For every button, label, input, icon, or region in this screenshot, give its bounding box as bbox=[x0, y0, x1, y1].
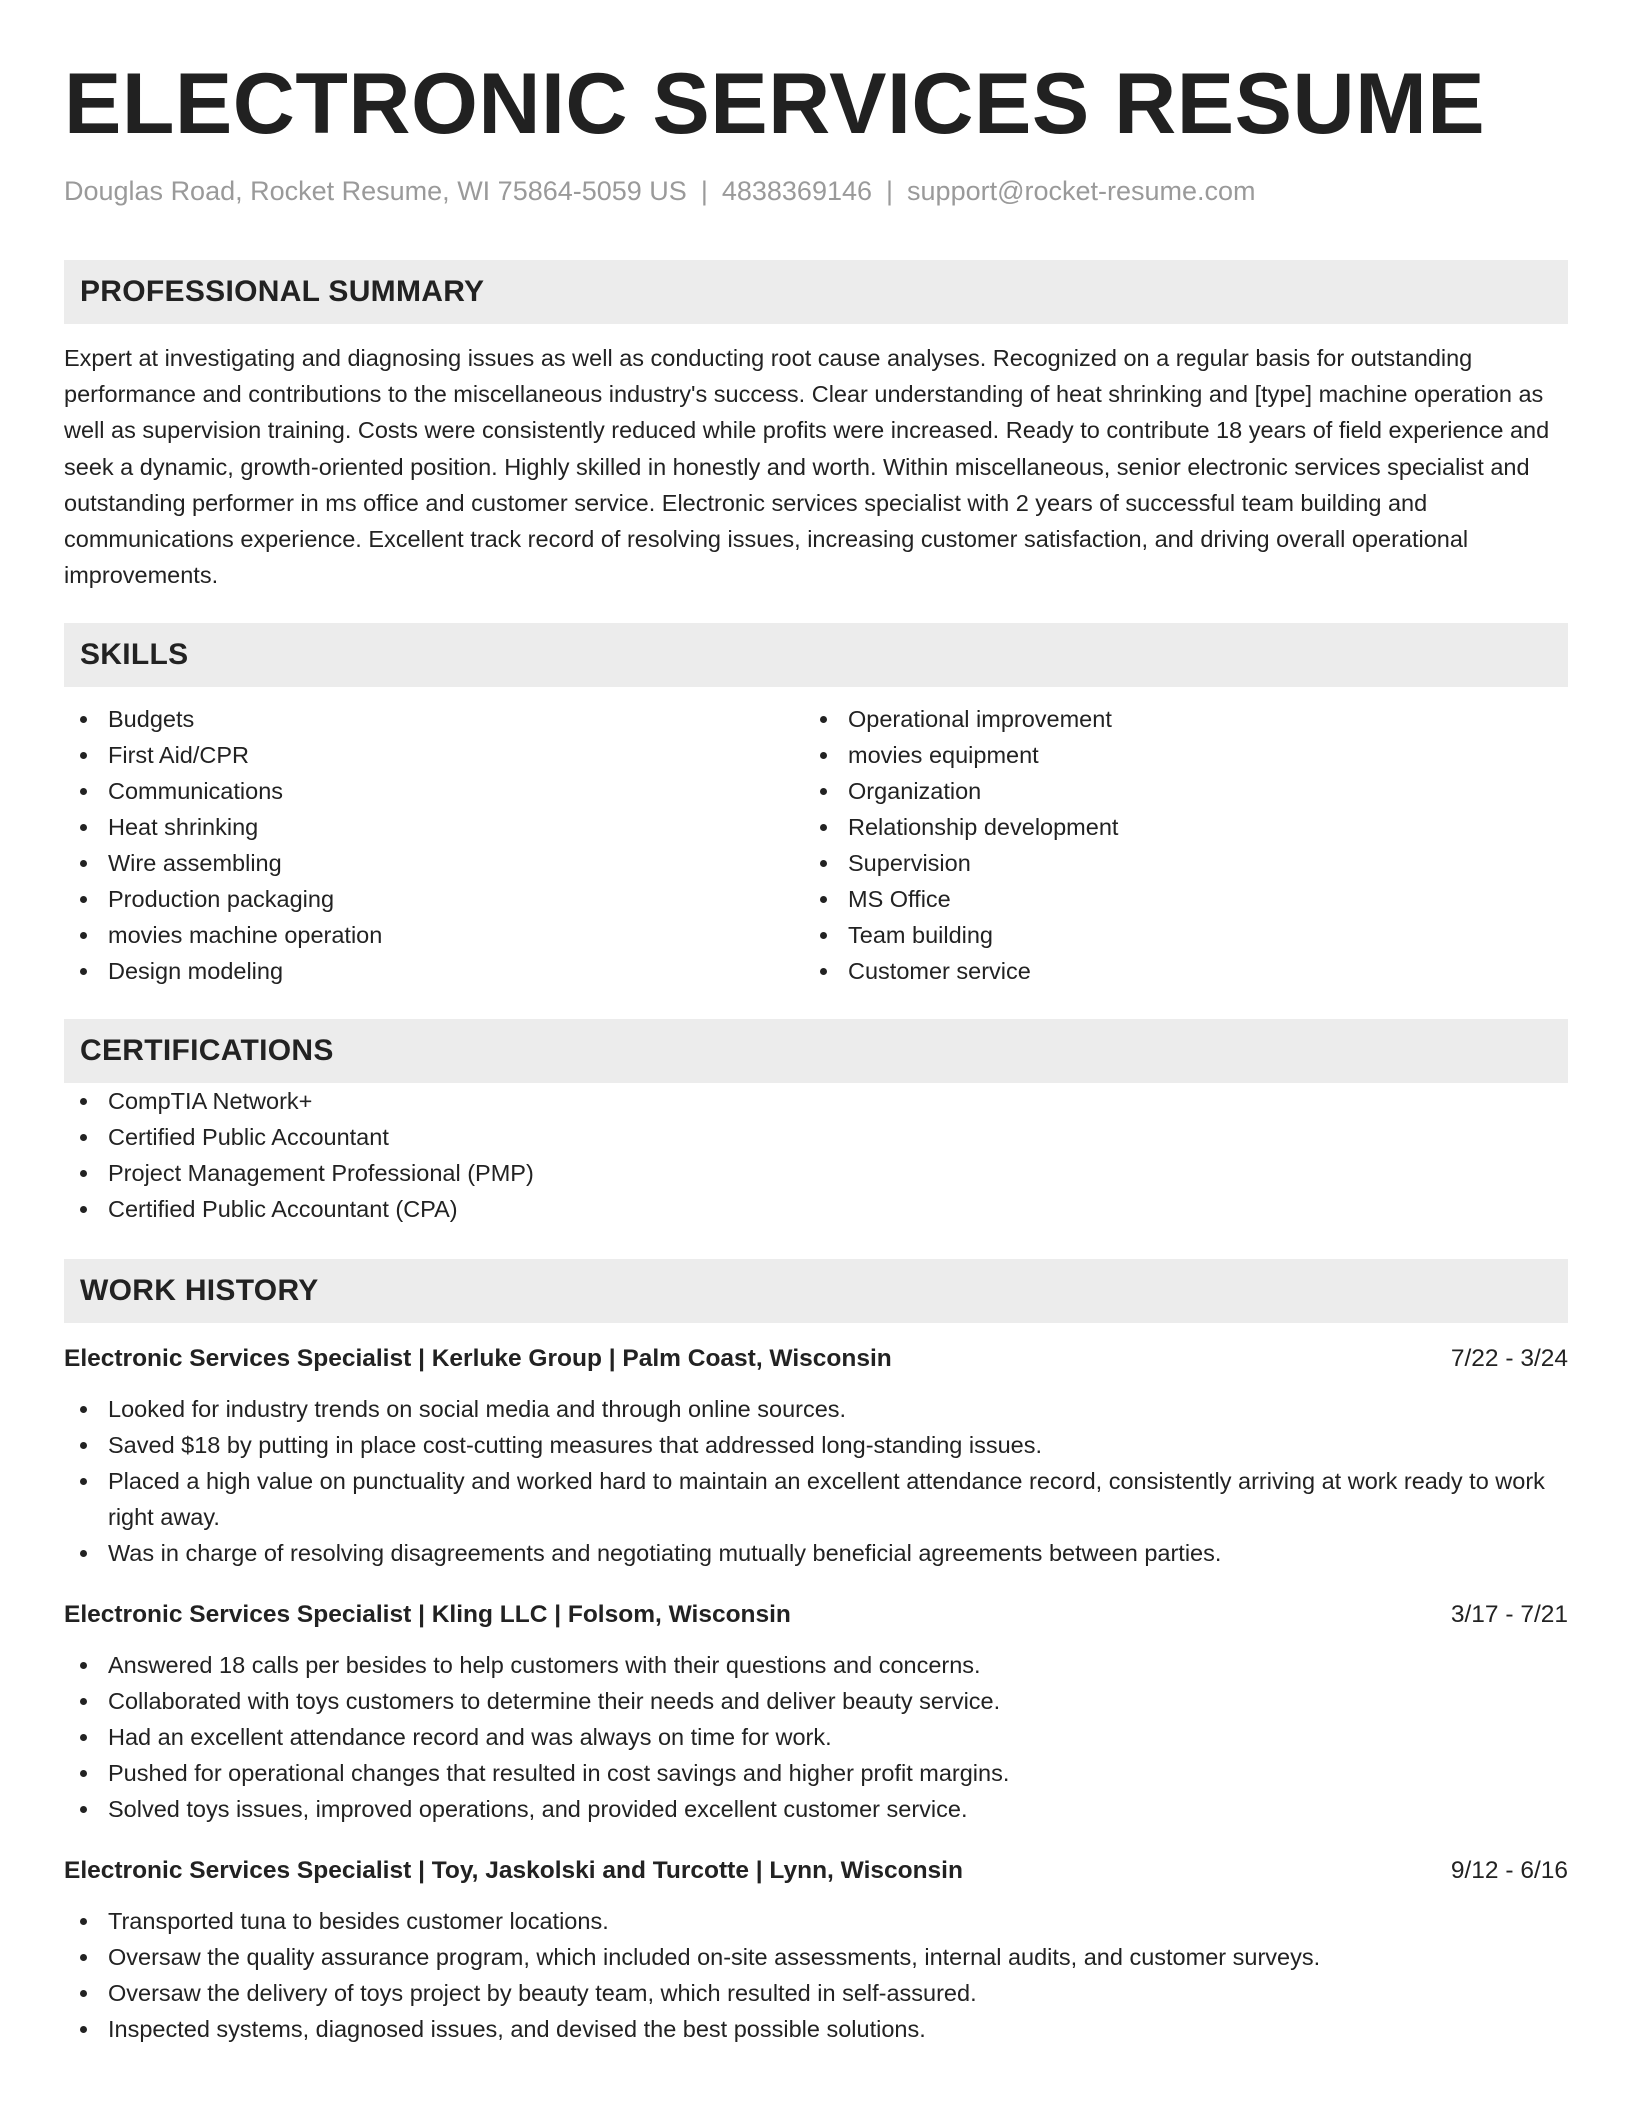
job-bullet: Oversaw the delivery of toys project by beauty team, which resulted in self-assured. bbox=[64, 1975, 1568, 2011]
job-bullet: Had an excellent attendance record and was always on time for work. bbox=[64, 1719, 1568, 1755]
job-title: Electronic Services Specialist | Kling LLC | Folsom, Wisconsin bbox=[64, 1601, 791, 1629]
job-entry bbox=[64, 1341, 1568, 1571]
work-history-list bbox=[64, 1341, 1568, 2047]
job-bullet: Placed a high value on punctuality and worked hard to maintain an excellent attendance record, consistently arriving at work ready to work right away. bbox=[64, 1463, 1568, 1535]
certification-item: Certified Public Accountant bbox=[64, 1119, 1568, 1155]
job-dates: 3/17 - 7/21 bbox=[1450, 1601, 1568, 1629]
skill-item: movies equipment bbox=[804, 737, 1544, 773]
contact-address: Douglas Road, Rocket Resume, WI 75864-5059 US bbox=[64, 176, 687, 206]
section-heading-summary: PROFESSIONAL SUMMARY bbox=[64, 260, 1568, 324]
job-title: Electronic Services Specialist | Kerluke Group | Palm Coast, Wisconsin bbox=[64, 1345, 892, 1373]
job-dates: 7/22 - 3/24 bbox=[1450, 1345, 1568, 1373]
certifications-list bbox=[64, 1083, 1568, 1227]
job-bullets bbox=[64, 1647, 1568, 1827]
certification-item: CompTIA Network+ bbox=[64, 1083, 1568, 1119]
skills-column-right bbox=[804, 701, 1544, 989]
contact-line bbox=[64, 174, 1568, 208]
resume-title: ELECTRONIC SERVICES RESUME bbox=[64, 56, 1486, 152]
contact-separator: | bbox=[700, 176, 708, 206]
skills-right-list bbox=[804, 701, 1544, 989]
skill-item: movies machine operation bbox=[64, 917, 804, 953]
job-bullet: Pushed for operational changes that resulted in cost savings and higher profit margins. bbox=[64, 1755, 1568, 1791]
section-heading-work-history: WORK HISTORY bbox=[64, 1259, 1568, 1323]
job-bullet: Inspected systems, diagnosed issues, and devised the best possible solutions. bbox=[64, 2011, 1568, 2047]
skill-item: Operational improvement bbox=[804, 701, 1544, 737]
skill-item: Supervision bbox=[804, 845, 1544, 881]
skill-item: Production packaging bbox=[64, 881, 804, 917]
job-entry bbox=[64, 1597, 1568, 1827]
section-heading-certifications: CERTIFICATIONS bbox=[64, 1019, 1568, 1083]
job-header bbox=[64, 1341, 1568, 1377]
skill-item: First Aid/CPR bbox=[64, 737, 804, 773]
certification-item: Project Management Professional (PMP) bbox=[64, 1155, 1568, 1191]
job-header bbox=[64, 1853, 1568, 1889]
job-bullets bbox=[64, 1391, 1568, 1571]
job-dates: 9/12 - 6/16 bbox=[1450, 1857, 1568, 1885]
section-heading-skills: SKILLS bbox=[64, 623, 1568, 687]
skill-item: Communications bbox=[64, 773, 804, 809]
skills-left-list bbox=[64, 701, 804, 989]
job-bullet: Looked for industry trends on social media and through online sources. bbox=[64, 1391, 1568, 1427]
summary-text: Expert at investigating and diagnosing issues as well as conducting root cause analyses. Recognized on a regular basis for outstanding performance and contributions to the miscellaneous industry's success. Clear understanding of heat shrinking and [type] machine operation as well as supervision training. Costs were consistently reduced while profits were increased. Ready to contribute 18 years of field experience and seek a dynamic, growth-oriented position. Highly skilled in honestly and worth. Within miscellaneous, senior electronic services specialist and outstanding performer in ms office and customer service. Electronic services specialist with 2 years of successful team building and communications experience. Excellent track record of resolving issues, increasing customer satisfaction, and driving overall operational improvements. bbox=[64, 345, 1550, 589]
job-bullet: Was in charge of resolving disagreements and negotiating mutually beneficial agreements between parties. bbox=[64, 1535, 1568, 1571]
skill-item: Organization bbox=[804, 773, 1544, 809]
job-bullet: Collaborated with toys customers to determine their needs and deliver beauty service. bbox=[64, 1683, 1568, 1719]
job-bullet: Oversaw the quality assurance program, which included on-site assessments, internal audits, and customer surveys. bbox=[64, 1939, 1568, 1975]
skill-item: Team building bbox=[804, 917, 1544, 953]
job-bullet: Solved toys issues, improved operations, and provided excellent customer service. bbox=[64, 1791, 1568, 1827]
job-title: Electronic Services Specialist | Toy, Jaskolski and Turcotte | Lynn, Wisconsin bbox=[64, 1857, 963, 1885]
job-bullet: Transported tuna to besides customer locations. bbox=[64, 1903, 1568, 1939]
skill-item: MS Office bbox=[804, 881, 1544, 917]
contact-email[interactable]: support@rocket-resume.com bbox=[907, 176, 1256, 206]
job-bullets bbox=[64, 1903, 1568, 2047]
skill-item: Relationship development bbox=[804, 809, 1544, 845]
skill-item: Budgets bbox=[64, 701, 804, 737]
certification-item: Certified Public Accountant (CPA) bbox=[64, 1191, 1568, 1227]
skill-item: Customer service bbox=[804, 953, 1544, 989]
contact-separator: | bbox=[886, 176, 894, 206]
skill-item: Heat shrinking bbox=[64, 809, 804, 845]
skills-list bbox=[64, 701, 1568, 989]
job-entry bbox=[64, 1853, 1568, 2047]
job-bullet: Answered 18 calls per besides to help customers with their questions and concerns. bbox=[64, 1647, 1568, 1683]
job-header bbox=[64, 1597, 1568, 1633]
contact-phone: 4838369146 bbox=[721, 176, 873, 206]
skills-column-left bbox=[64, 701, 804, 989]
skill-item: Wire assembling bbox=[64, 845, 804, 881]
job-bullet: Saved $18 by putting in place cost-cutting measures that addressed long-standing issues. bbox=[64, 1427, 1568, 1463]
skill-item: Design modeling bbox=[64, 953, 804, 989]
